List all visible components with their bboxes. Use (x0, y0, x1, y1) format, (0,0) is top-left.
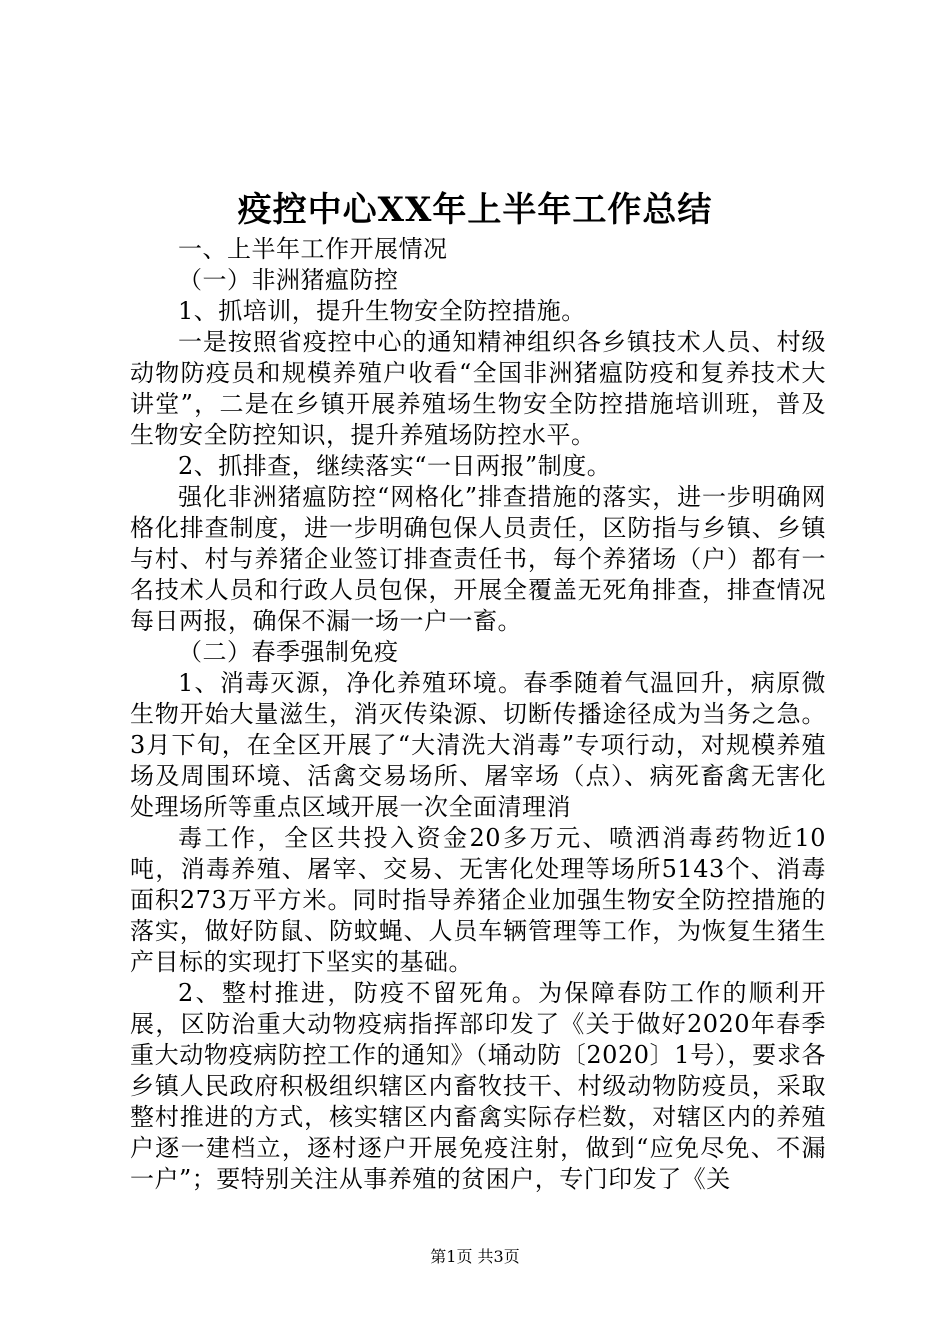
item-heading-1-2: 2、抓排查，继续落实“一日两报”制度。 (178, 452, 612, 480)
document-body (130, 234, 826, 1195)
paragraph: 一是按照省疫控中心的通知精神组织各乡镇技术人员、村级动物防疫员和规模养殖户收看“全国非洲猪瘟防疫和复养技术大讲堂”，二是在乡镇开展养殖场生物安全防控措施培训班，普及生物安全防控知识，提升养殖场防控水平。 (130, 328, 826, 449)
paragraph: 强化非洲猪瘟防控“网格化”排查措施的落实，进一步明确网格化排查制度，进一步明确包保人员责任，区防指与乡镇、乡镇与村、村与养猪企业签订排查责任书，每个养猪场（户）都有一名技术人员和行政人员包保，开展全覆盖无死角排查，排查情况每日两报，确保不漏一场一户一畜。 (130, 483, 826, 635)
paragraph: 1、消毒灭源，净化养殖环境。春季随着气温回升，病原微生物开始大量滋生，消灭传染源、切断传播途径成为当务之急。3月下旬，在全区开展了“大清洗大消毒”专项行动，对规模养殖场及周围环境、活禽交易场所、屠宰场（点）、病死畜禽无害化处理场所等重点区域开展一次全面清理消 (130, 669, 826, 821)
paragraph: 2、整村推进，防疫不留死角。为保障春防工作的顺利开展，区防治重大动物疫病指挥部印发了《关于做好2020年春季重大动物疫病防控工作的通知》（埇动防〔2020〕1号），要求各乡镇人民政府积极组织辖区内畜牧技干、村级动物防疫员，采取整村推进的方式，核实辖区内畜禽实际存栏数，对辖区内的养殖户逐一建档立，逐村逐户开展免疫注射，做到“应免尽免、不漏一户”；要特别关注从事养殖的贫困户，专门印发了《关 (130, 979, 826, 1193)
subsection-heading-2: （二）春季强制免疫 (178, 638, 399, 666)
item-heading-1-1: 1、抓培训，提升生物安全防控措施。 (178, 297, 586, 325)
paragraph: 毒工作，全区共投入资金20多万元、喷洒消毒药物近10吨，消毒养殖、屠宰、交易、无害化处理等场所5143个、消毒面积273万平方米。同时指导养猪企业加强生物安全防控措施的落实，做好防鼠、防蚊蝇、人员车辆管理等工作，为恢复生猪生产目标的实现打下坚实的基础。 (130, 824, 826, 976)
document-title: 疫控中心XX年上半年工作总结 (237, 190, 713, 230)
subsection-heading-1: （一）非洲猪瘟防控 (178, 266, 399, 294)
section-heading-1: 一、上半年工作开展情况 (178, 235, 448, 263)
page-footer: 第1页 共3页 (430, 1247, 520, 1266)
